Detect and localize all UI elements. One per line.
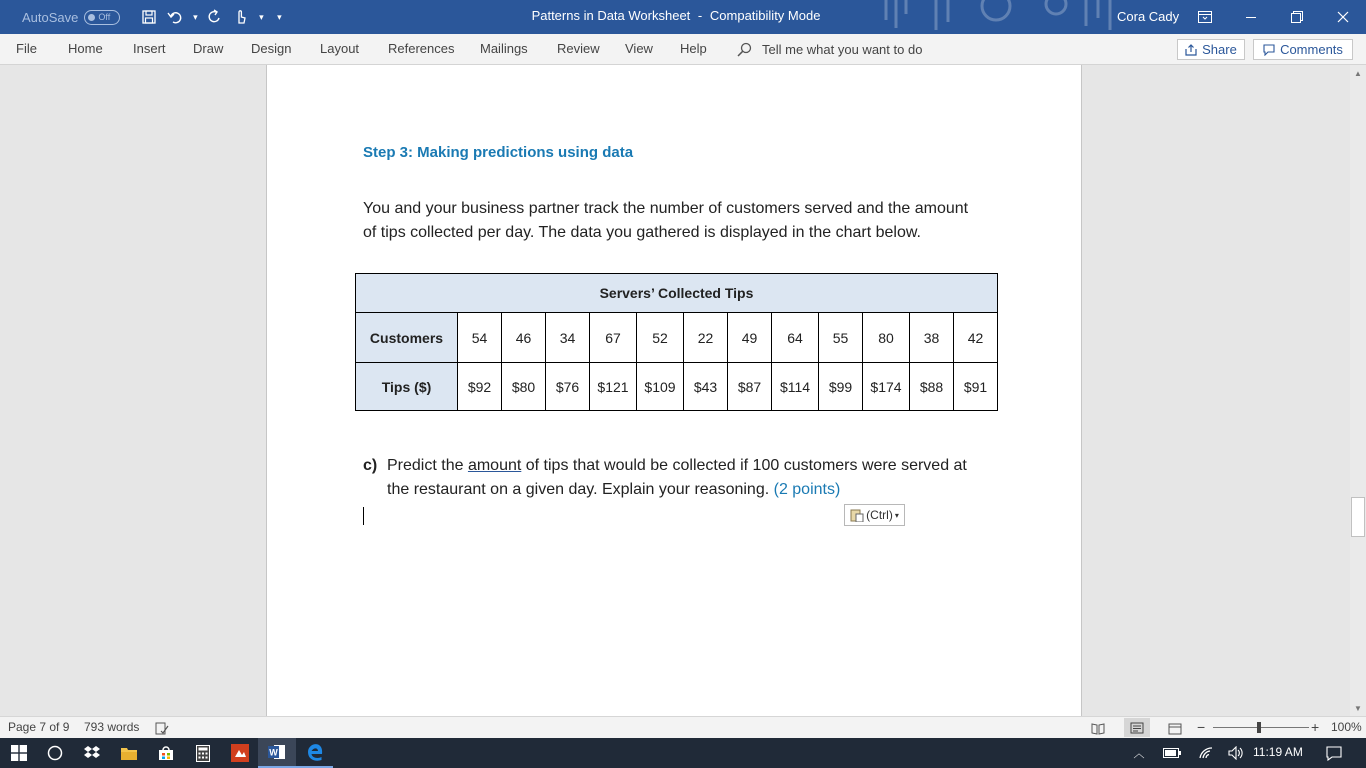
zoom-in-button[interactable]: +: [1311, 719, 1320, 735]
question-text-before: Predict the: [387, 457, 468, 474]
document-page[interactable]: [266, 65, 1082, 716]
tips-cell: $114: [772, 363, 819, 411]
customers-cell: 22: [684, 313, 728, 363]
customers-cell: 34: [546, 313, 590, 363]
customers-cell: 54: [458, 313, 502, 363]
question-c: [363, 454, 983, 502]
customers-cell: 64: [772, 313, 819, 363]
question-text-after: of tips that would be collected if 100 customers were served at the restaurant on a given day. Explain your reasoning.: [387, 457, 967, 498]
photo-app-icon[interactable]: [221, 738, 258, 768]
taskbar: [0, 738, 1366, 768]
ribbon-display-options-icon[interactable]: [1182, 0, 1228, 34]
cortana-icon[interactable]: [37, 738, 73, 768]
comment-icon: [1263, 44, 1275, 56]
window-controls: [1182, 0, 1366, 34]
customers-cell: 49: [728, 313, 772, 363]
page-indicator[interactable]: Page 7 of 9: [8, 720, 70, 734]
edge-browser-icon[interactable]: [296, 738, 333, 768]
undo-dropdown-icon[interactable]: ▾: [193, 11, 198, 22]
tips-cell: $92: [458, 363, 502, 411]
tell-me-box[interactable]: [737, 34, 922, 65]
touch-mode-icon[interactable]: [228, 0, 254, 34]
action-center-icon[interactable]: [1322, 738, 1346, 768]
tips-cell: $109: [637, 363, 684, 411]
tips-cell: $80: [502, 363, 546, 411]
tab-layout[interactable]: Layout: [320, 41, 360, 56]
customers-cell: 80: [863, 313, 910, 363]
close-icon[interactable]: [1320, 0, 1366, 34]
search-icon: [737, 42, 752, 57]
clipboard-icon: [850, 508, 864, 522]
tab-file[interactable]: File: [16, 41, 37, 56]
tab-mailings[interactable]: Mailings: [480, 41, 528, 56]
autosave-toggle[interactable]: [84, 10, 120, 25]
question-label: c): [363, 457, 378, 474]
dropbox-icon[interactable]: [73, 738, 110, 768]
redo-icon[interactable]: [202, 0, 228, 34]
scroll-thumb[interactable]: [1351, 497, 1365, 537]
file-explorer-icon[interactable]: [110, 738, 147, 768]
paste-dropdown-icon: ▾: [894, 510, 899, 520]
share-icon: [1185, 44, 1197, 56]
document-area[interactable]: [0, 65, 1350, 716]
save-icon[interactable]: [136, 0, 162, 34]
step-heading: Step 3: Making predictions using data: [363, 144, 634, 161]
scroll-down-icon[interactable]: ▼: [1354, 703, 1362, 713]
comments-button[interactable]: [1253, 39, 1353, 60]
customers-cell: 55: [819, 313, 863, 363]
tips-table: [355, 273, 998, 411]
compatibility-mode: Compatibility Mode: [709, 8, 821, 23]
wifi-icon[interactable]: [1194, 738, 1218, 768]
tips-cell: $174: [863, 363, 910, 411]
zoom-level[interactable]: 100%: [1331, 720, 1362, 734]
status-bar: [0, 716, 1366, 738]
tips-cell: $87: [728, 363, 772, 411]
tips-cell: $88: [910, 363, 954, 411]
word-taskbar-icon[interactable]: [258, 738, 296, 768]
svg-text:W: W: [269, 747, 278, 758]
autosave-label: AutoSave: [22, 9, 79, 25]
title-bar: [0, 0, 1366, 34]
tips-cell: $43: [684, 363, 728, 411]
share-button[interactable]: [1177, 39, 1245, 60]
tab-insert[interactable]: Insert: [133, 41, 166, 56]
read-mode-icon[interactable]: [1091, 721, 1105, 735]
customers-cell: 42: [954, 313, 998, 363]
print-layout-icon[interactable]: [1124, 718, 1150, 737]
touch-dropdown-icon[interactable]: ▾: [259, 11, 264, 22]
table-title: Servers’ Collected Tips: [356, 274, 998, 313]
question-underlined-word: amount: [467, 457, 522, 474]
ribbon-tabs: [0, 34, 1366, 65]
share-label: Share: [1202, 42, 1237, 57]
zoom-slider-track[interactable]: [1213, 727, 1309, 728]
volume-icon[interactable]: [1224, 738, 1248, 768]
title-separator: -: [697, 8, 703, 23]
toggle-knob: [88, 14, 95, 21]
tips-cell: $99: [819, 363, 863, 411]
tab-review[interactable]: Review: [557, 41, 600, 56]
customers-cell: 52: [637, 313, 684, 363]
customers-label: Customers: [356, 313, 458, 363]
tab-draw[interactable]: Draw: [193, 41, 224, 56]
windows-start-icon[interactable]: [0, 738, 37, 768]
tab-design[interactable]: Design: [251, 41, 292, 56]
store-icon[interactable]: [147, 738, 184, 768]
tab-view[interactable]: View: [625, 41, 653, 56]
zoom-slider-thumb[interactable]: [1257, 722, 1261, 733]
customers-cell: 46: [502, 313, 546, 363]
tab-help[interactable]: Help: [680, 41, 707, 56]
tab-home[interactable]: Home: [68, 41, 103, 56]
undo-icon[interactable]: [162, 0, 188, 34]
tips-cell: $76: [546, 363, 590, 411]
restore-icon[interactable]: [1274, 0, 1320, 34]
autosave-state: Off: [98, 12, 111, 22]
customize-toolbar-icon[interactable]: ▾: [277, 11, 282, 22]
scroll-up-icon[interactable]: ▲: [1354, 68, 1362, 78]
account-name[interactable]: Cora Cady: [1117, 9, 1180, 24]
minimize-icon[interactable]: [1228, 0, 1274, 34]
paste-options-label: (Ctrl): [866, 508, 893, 522]
quick-access-toolbar: [0, 0, 290, 34]
tell-me-placeholder: Tell me what you want to do: [762, 42, 923, 57]
tips-row: [356, 363, 998, 411]
tips-label: Tips ($): [356, 363, 458, 411]
comments-label: Comments: [1280, 42, 1343, 57]
paste-options-button[interactable]: [844, 504, 905, 526]
calculator-icon[interactable]: [184, 738, 221, 768]
title-bar-decoration: [876, 0, 1136, 34]
document-name: Patterns in Data Worksheet: [531, 8, 691, 23]
customers-cell: 67: [590, 313, 637, 363]
question-text: [387, 454, 983, 502]
zoom-out-button[interactable]: −: [1197, 719, 1206, 735]
proofing-icon[interactable]: [155, 721, 169, 735]
customers-row: [356, 313, 998, 363]
vertical-scrollbar[interactable]: [1350, 65, 1366, 716]
word-count[interactable]: 793 words: [84, 720, 140, 734]
tab-references[interactable]: References: [388, 41, 455, 56]
customers-cell: 38: [910, 313, 954, 363]
show-hidden-icons[interactable]: ︿: [1133, 748, 1145, 760]
tips-cell: $91: [954, 363, 998, 411]
text-cursor: [363, 507, 364, 525]
taskbar-clock[interactable]: 11:19 AM: [1253, 745, 1303, 759]
question-points: (2 points): [773, 481, 841, 498]
battery-icon[interactable]: [1160, 738, 1184, 768]
tips-cell: $121: [590, 363, 637, 411]
intro-paragraph: You and your business partner track the number of customers served and the amount of tips collected per day. The data you gathered is displayed in the chart below.: [363, 200, 969, 241]
web-layout-icon[interactable]: [1168, 721, 1182, 735]
